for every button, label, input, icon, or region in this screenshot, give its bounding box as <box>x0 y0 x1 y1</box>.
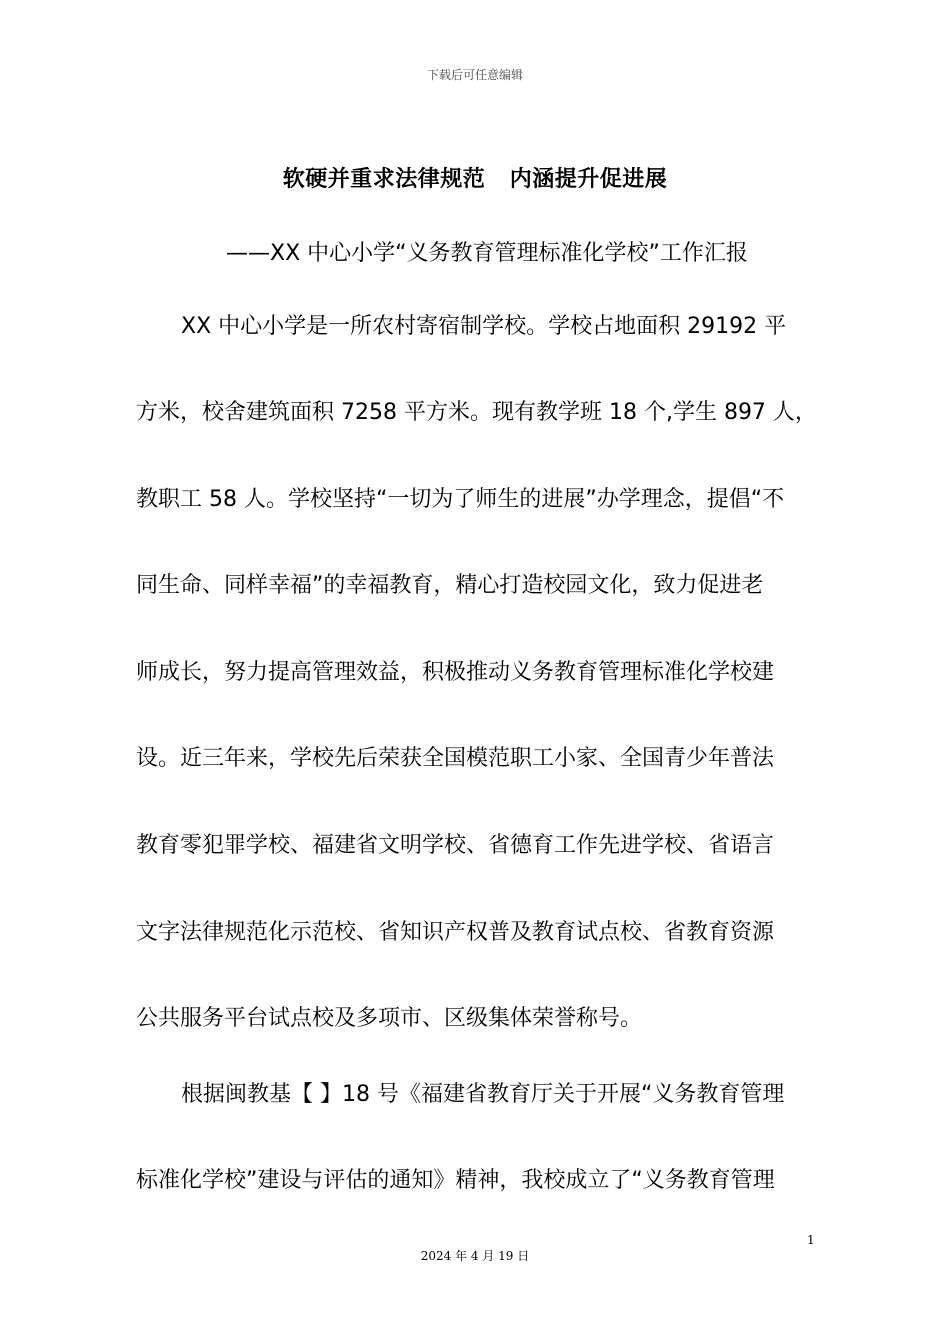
paragraph-line: 方米，校舍建筑面积 7258 平方米。现有教学班 18 个,学生 897 人， <box>136 400 817 425</box>
footer-date: 2024 年 4 月 19 日 <box>420 1249 530 1263</box>
paragraph-line: 教育零犯罪学校、福建省文明学校、省德育工作先进学校、省语言 <box>136 833 775 858</box>
document-subtitle: ——XX 中心小学“义务教育管理标准化学校”工作汇报 <box>226 241 748 266</box>
paragraph-line: 公共服务平台试点校及多项市、区级集体荣誉称号。 <box>136 1006 643 1031</box>
document-title: 软硬并重求法律规范 内涵提升促进展 <box>282 167 668 192</box>
paragraph-line: 教职工 58 人。学校坚持“一切为了师生的进展”办学理念，提倡“不 <box>136 487 785 512</box>
header-note: 下载后可任意编辑 <box>426 68 523 82</box>
paragraph-line: 根据闽教基【 】18 号《福建省教育厅关于开展“义务教育管理 <box>181 1082 785 1107</box>
paragraph-line: 标准化学校”建设与评估的通知》精神，我校成立了“义务教育管理 <box>136 1168 775 1193</box>
paragraph-line: XX 中心小学是一所农村寄宿制学校。学校占地面积 29192 平 <box>181 314 787 339</box>
paragraph-line: 同生命、同样幸福”的幸福教育，精心打造校园文化，致力促进老 <box>136 573 764 598</box>
page-number: 1 <box>807 1233 815 1247</box>
paragraph-line: 设。近三年来，学校先后荣获全国模范职工小家、全国青少年普法 <box>136 746 775 771</box>
paragraph-line: 师成长，努力提高管理效益，积极推动义务教育管理标准化学校建 <box>136 660 775 685</box>
paragraph-line: 文字法律规范化示范校、省知识产权普及教育试点校、省教育资源 <box>136 920 775 945</box>
